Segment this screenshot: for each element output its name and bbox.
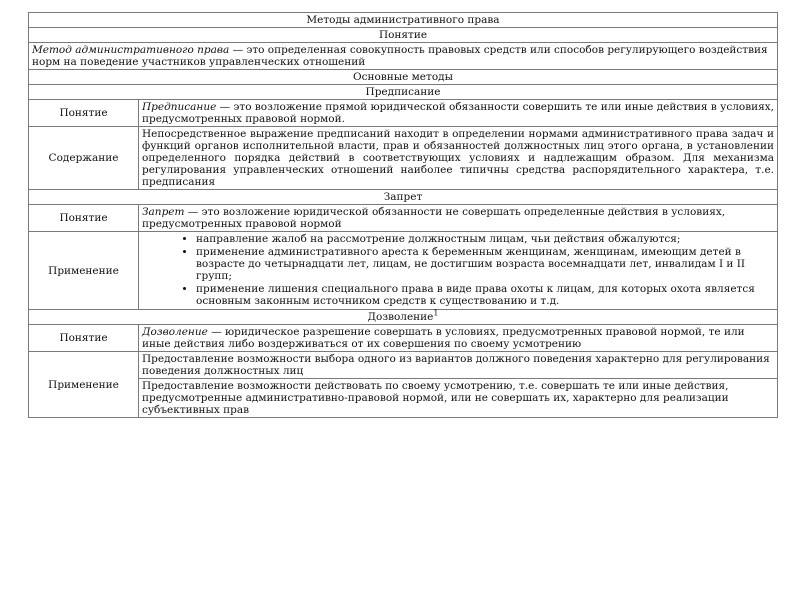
methods-table	[28, 12, 778, 418]
permission-concept-text: — юридическое разрешение совершать в условиях, предусмотренных правовой нормой, те или иные действия либо воздерживаться от их совершения по своему усмотрению	[142, 326, 745, 350]
prohibition-concept-row	[29, 205, 778, 232]
prescription-content-text: Непосредственное выражение предписаний находит в определении нормами административного права задач и функций органов исполнительной власти, прав и обязанностей должностных лиц этого органа, в установлении определенного порядка действий в соответствующих условиях и надлежащим образом. Для механизма регулирования управленческих отношений наиболее типичны средства распорядительного характера, т.е. предписания	[139, 127, 778, 190]
main-methods-row	[29, 70, 778, 85]
concept-term: Метод административного права	[32, 44, 230, 56]
permission-application-label: Применение	[29, 352, 139, 418]
footnote-marker: 1	[433, 308, 439, 318]
permission-concept-cell	[139, 325, 778, 352]
prohibition-header: Запрет	[29, 190, 778, 205]
prohibition-application-label: Применение	[29, 232, 139, 310]
prescription-content-row	[29, 127, 778, 190]
permission-application-cell	[139, 352, 778, 418]
prescription-concept-row	[29, 100, 778, 127]
prescription-concept-cell	[139, 100, 778, 127]
list-item: • применение лишения специального права в виде права охоты к лицам, для которых охота является основным законным источником средств к существованию и т.д.	[196, 283, 774, 307]
prohibition-term: Запрет	[142, 206, 185, 218]
permission-header-cell	[29, 310, 778, 325]
permission-term: Дозволение	[142, 326, 208, 338]
prohibition-application-row	[29, 232, 778, 310]
permission-application-row	[29, 352, 778, 418]
concept-row	[29, 43, 778, 70]
prohibition-application-cell	[139, 232, 778, 310]
prescription-concept-text: — это возложение прямой юридической обязанности совершить те или иные действия в условиях, предусмотренных правовой нормой.	[142, 101, 774, 125]
title-row	[29, 13, 778, 28]
permission-application-choice: Предоставление возможности выбора одного из вариантов должного поведения характерно для регулирования поведения должностных лиц	[142, 353, 770, 377]
prohibition-concept-text: — это возложение юридической обязанности не совершать определенные действия в условиях, предусмотренных правовой нормой	[142, 206, 726, 230]
permission-header: Дозволение	[367, 311, 434, 323]
permission-header-row	[29, 310, 778, 325]
concept-text: — это определенная совокупность правовых средств или способов регулирующего воздействия норм на поведение участников управленческих отношений	[32, 44, 768, 68]
prohibition-header-row	[29, 190, 778, 205]
prescription-header: Предписание	[29, 85, 778, 100]
concept-cell	[29, 43, 778, 70]
prescription-term: Предписание	[142, 101, 217, 113]
list-item: • направление жалоб на рассмотрение должностным лицам, чьи действия обжалуются;	[196, 233, 774, 245]
permission-concept-label: Понятие	[29, 325, 139, 352]
table-title: Методы административного права	[29, 13, 778, 28]
permission-application-discretion: Предоставление возможности действовать по своему усмотрению, т.е. совершать те или иные действия, предусмотренные административно-правовой нормой, или не совершать их, характерно для реализации субъективных прав	[139, 378, 777, 417]
list-item: • применение административного ареста к беременным женщинам, женщинам, имеющим детей в возрасте до четырнадцати лет, лицам, не достигшим возраста восемнадцати лет, инвалидам I и II групп;	[196, 246, 774, 282]
main-methods-header: Основные методы	[29, 70, 778, 85]
permission-concept-row	[29, 325, 778, 352]
prohibition-concept-label: Понятие	[29, 205, 139, 232]
concept-header: Понятие	[29, 28, 778, 43]
prescription-concept-label: Понятие	[29, 100, 139, 127]
prohibition-application-list	[142, 233, 774, 307]
prohibition-concept-cell	[139, 205, 778, 232]
concept-header-row	[29, 28, 778, 43]
prescription-header-row	[29, 85, 778, 100]
prescription-content-label: Содержание	[29, 127, 139, 190]
